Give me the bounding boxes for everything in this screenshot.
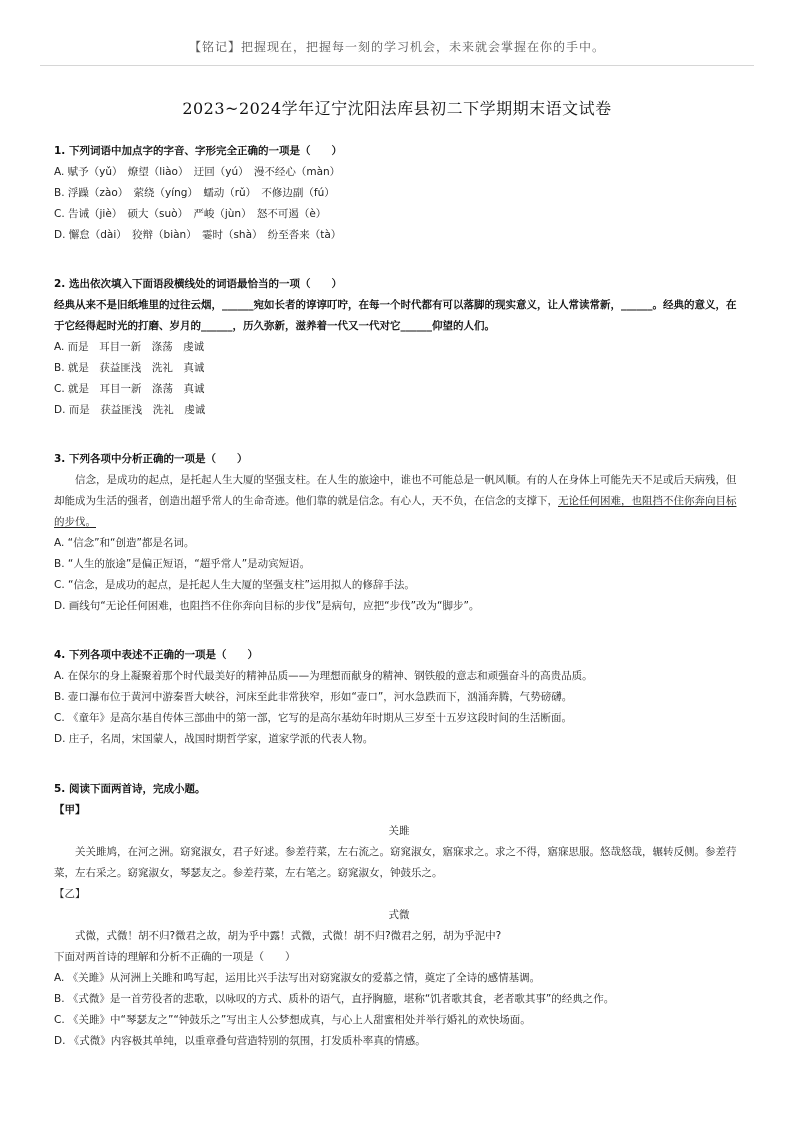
option-c: C. 《关雎》中“琴瑟友之”“钟鼓乐之”写出主人公梦想成真，与心上人甜蜜相处并举行婚礼的欢快场面。 (54, 1014, 531, 1026)
question-stem: 3. 下列各项中分析正确的一项是（ ） (54, 453, 248, 465)
question-passage: 经典从来不是旧纸堆里的过往云烟，______宛如长者的谆谆叮咛，在每一个时代都有可以落脚的现实意义，让人常读常新，______。经典的意义，在于它经得起时光的打磨、岁月的______，历久弥新，滋养着一代又一代对它______仰望的人们。 (54, 299, 737, 332)
option-c: C. “信念，是成功的起点，是托起人生大厦的坚强支柱”运用拟人的修辞手法。 (54, 579, 415, 591)
header-motto: 【铭记】把握现在，把握每一刻的学习机会，未来就会掌握在你的手中。 (188, 40, 605, 54)
option-b: B. 就是 获益匪浅 洗礼 真诚 (54, 362, 205, 374)
option-d: D. 庄子，名周，宋国蒙人，战国时期哲学家，道家学派的代表人物。 (54, 733, 374, 745)
option-d: D. 《式微》内容极其单纯，以重章叠句营造特别的氛围，打发质朴率真的情感。 (54, 1035, 426, 1047)
option-d: D. 画线句“无论任何困难，也阻挡不住你奔向目标的步伐”是病句，应把“步伐”改为“脚步”。 (54, 600, 480, 612)
question-4 (54, 645, 744, 750)
option-d: D. 懈怠（dài） 狡辩（biàn） 霎时（shà） 纷至沓来（tà） (54, 229, 342, 241)
option-a: A. 而是 耳目一新 涤荡 虔诚 (54, 341, 205, 353)
poem-title-guanju: 关雎 (388, 825, 410, 837)
option-a: A. “信念”和“创造”都是名词。 (54, 537, 195, 549)
question-stem: 2. 选出依次填入下面语段横线处的词语最恰当的一项（ ） (54, 278, 342, 290)
option-a: A. 《关雎》从河洲上关雎和鸣写起，运用比兴手法写出对窈窕淑女的爱慕之情，奠定了全诗的感情基调。 (54, 972, 541, 984)
option-c: C. 告诫（jiè） 硕大（suò） 严峻（jùn） 怒不可遏（è） (54, 208, 327, 220)
option-a: A. 在保尔的身上凝聚着那个时代最美好的精神品质——为理想而献身的精神、钢铁般的意志和顽强奋斗的高贵品质。 (54, 670, 593, 682)
option-a: A. 赋予（yǔ） 燎望（liào） 迂回（yú） 漫不经心（màn） (54, 166, 341, 178)
question-stem: 4. 下列各项中表述不正确的一项是（ ） (54, 649, 258, 661)
passage-text: 信念，是成功的起点，是托起人生大厦的坚强支柱。在人生的旅途中，谁也不可能总是一帆风顺。有的人在身体上可能先天不足或后天病残，但却能成为生活的强者，创造出超乎常人的生命奇迹。他们靠的就是信念。有心人，天不负，在信念的支撑下， (54, 474, 737, 507)
header-divider (40, 65, 754, 66)
question-3 (54, 449, 744, 617)
question-passage (54, 470, 744, 533)
underlined-sentence: 无论任何困难，也阻挡不住你奔向目标的步伐。 (54, 495, 737, 528)
question-stem: 1. 下列词语中加点字的字音、字形完全正确的一项是（ ） (54, 145, 342, 157)
option-b: B. “人生的旅途”是偏正短语，“超乎常人”是动宾短语。 (54, 558, 311, 570)
option-c: C. 就是 耳目一新 涤荡 真诚 (54, 383, 205, 395)
option-c: C. 《童年》是高尔基自传体三部曲中的第一部，它写的是高尔基幼年时期从三岁至十五岁这段时间的生活断面。 (54, 712, 573, 724)
poem-title-shiwei: 式微 (388, 909, 410, 921)
section-label-jia: 【甲】 (54, 804, 86, 816)
poem-text-guanju: 关关雎鸠，在河之洲。窈窕淑女，君子好逑。参差荇菜，左右流之。窈窕淑女，寤寐求之。求之不得，寤寐思服。悠哉悠哉，辗转反侧。参差荇菜，左右采之。窈窕淑女，琴瑟友之。参差荇菜，左右笔之。窈窕淑女，钟鼓乐之。 (54, 846, 737, 879)
option-b: B. 《式微》是一首劳役者的悲歌，以咏叹的方式、质朴的语气，直抒胸臆，堪称“饥者歌其食，老者歌其事”的经典之作。 (54, 993, 615, 1005)
option-d: D. 而是 获益匪浅 洗礼 虔诚 (54, 404, 206, 416)
option-b: B. 壶口瀑布位于黄河中游秦晋大峡谷，河床至此非常狭窄，形如“壶口”，河水急跌而下，汹涌奔腾，气势磅礴。 (54, 691, 573, 703)
question-2 (54, 274, 744, 421)
poem-text-shiwei: 式微，式微！胡不归?微君之故，胡为乎中露！式微，式微！胡不归?微君之躬，胡为乎泥中? (75, 930, 502, 942)
sub-question-stem: 下面对两首诗的理解和分析不正确的一项是（ ） (54, 951, 296, 963)
question-5 (54, 779, 744, 1052)
option-b: B. 浮躁（zào） 萦绕（yíng） 蠕动（rǔ） 不修边副（fú） (54, 187, 335, 199)
question-stem: 5. 阅读下面两首诗，完成小题。 (54, 783, 206, 795)
question-1 (54, 141, 744, 246)
document-title: 2023~2024学年辽宁沈阳法库县初二下学期期末语文试卷 (182, 99, 612, 118)
section-label-yi: 【乙】 (54, 888, 86, 900)
